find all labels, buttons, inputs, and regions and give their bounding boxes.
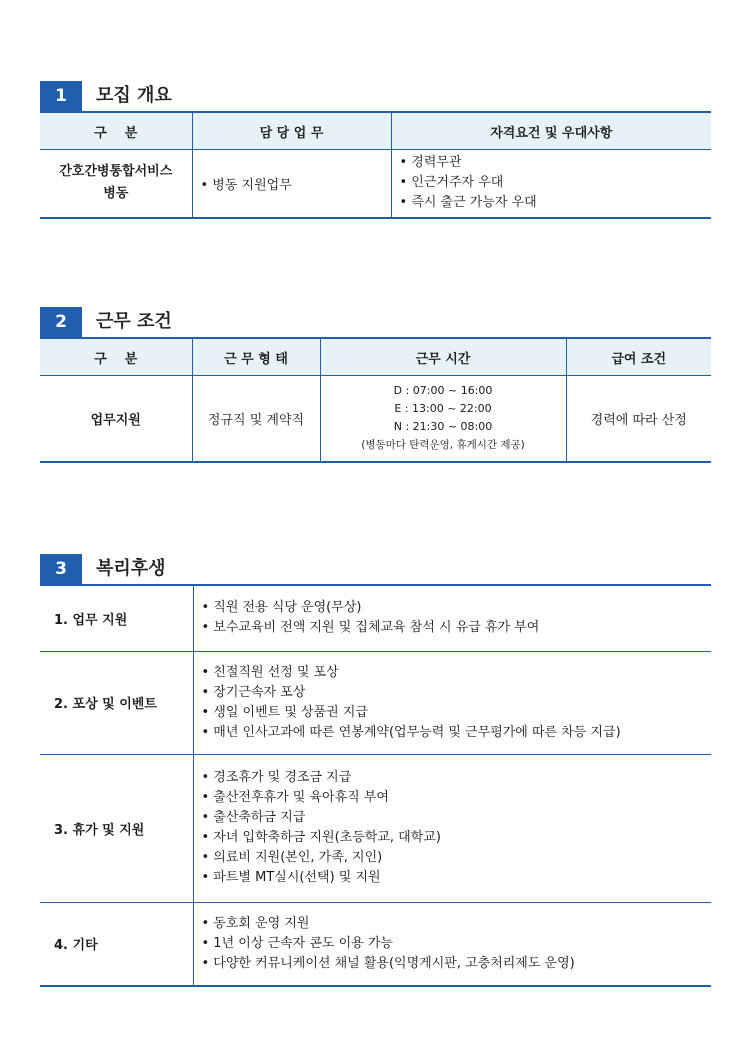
qualification-item: • 인근거주자 우대: [399, 175, 504, 191]
benefit-item: • 1년 이상 근속자 콘도 이용 가능: [201, 935, 393, 951]
col-header-employment-type: 근 무 형 태: [192, 338, 320, 376]
section-number: 3: [40, 554, 82, 584]
benefit-items: [193, 585, 711, 651]
section-number: 2: [40, 307, 82, 337]
benefit-item: • 동호회 운영 지원: [201, 915, 310, 931]
col-header-duty: 담 당 업 무: [192, 112, 391, 150]
section-title: 근무 조건: [96, 311, 172, 332]
section-header: [40, 307, 711, 337]
benefit-item: • 장기근속자 포상: [201, 684, 306, 700]
col-header-qualifications: 자격요건 및 우대사항: [391, 112, 711, 150]
duty-cell: • 병동 지원업무: [192, 150, 391, 218]
section-benefits: [40, 554, 711, 987]
section-header: [40, 554, 711, 584]
section-recruitment-overview: [40, 81, 711, 219]
hours-note: (병동마다 탄력운영, 휴게시간 제공): [361, 439, 525, 452]
benefit-item: • 출산전후휴가 및 육아휴직 부여: [201, 790, 389, 805]
section-number: 1: [40, 81, 82, 111]
qualification-item: • 즉시 출근 가능자 우대: [399, 195, 537, 211]
benefit-item: • 직원 전용 식당 운영(무상): [201, 600, 362, 616]
recruitment-table: [40, 111, 711, 219]
benefit-items: [193, 754, 711, 902]
benefit-items: [193, 651, 711, 754]
section-work-conditions: [40, 307, 711, 463]
section-header: [40, 81, 711, 111]
qualification-item: • 경력무관: [399, 155, 462, 171]
benefit-item: • 경조휴가 및 경조금 지급: [201, 770, 352, 785]
col-header-division: 구 분: [40, 338, 192, 376]
benefit-items: [193, 902, 711, 986]
shift-day: D : 07:00 ~ 16:00: [393, 384, 493, 398]
qualifications-cell: [391, 150, 711, 218]
benefit-item: • 생일 이벤트 및 상품권 지급: [201, 704, 368, 720]
section-title: 모집 개요: [96, 85, 172, 106]
benefit-item: • 출산축하금 지급: [201, 810, 306, 825]
col-header-salary: 급여 조건: [566, 338, 711, 376]
shift-night: N : 21:30 ~ 08:00: [393, 420, 493, 434]
salary-cell: 경력에 따라 산정: [566, 376, 711, 462]
benefit-category: 2. 포상 및 이벤트: [40, 651, 193, 754]
benefit-item: • 매년 인사고과에 따른 연봉계약(업무능력 및 근무평가에 따른 차등 지급): [201, 724, 621, 740]
benefit-category: 1. 업무 지원: [40, 585, 193, 651]
employment-type-cell: 정규직 및 계약직: [192, 376, 320, 462]
shift-evening: E : 13:00 ~ 22:00: [394, 402, 492, 416]
benefit-category: 3. 휴가 및 지원: [40, 754, 193, 902]
section-title: 복리후생: [96, 558, 166, 579]
division-cell: 간호간병통합서비스 병동: [40, 150, 192, 218]
benefit-category: 4. 기타: [40, 902, 193, 986]
benefit-item: • 친절직원 선정 및 포상: [201, 664, 339, 680]
benefit-item: • 의료비 지원(본인, 가족, 지인): [201, 850, 383, 865]
work-hours-cell: [320, 376, 566, 462]
benefit-item: • 자녀 입학축하금 지원(초등학교, 대학교): [201, 830, 441, 845]
division-cell: 업무지원: [40, 376, 192, 462]
benefit-item: • 다양한 커뮤니케이션 채널 활용(익명게시판, 고충처리제도 운영): [201, 955, 575, 971]
work-conditions-table: [40, 337, 711, 463]
benefit-item: • 보수교육비 전액 지원 및 집체교육 참석 시 유급 휴가 부여: [201, 620, 540, 636]
benefits-table: [40, 584, 711, 987]
benefit-item: • 파트별 MT실시(선택) 및 지원: [201, 870, 381, 885]
col-header-work-hours: 근무 시간: [320, 338, 566, 376]
col-header-division: 구 분: [40, 112, 192, 150]
